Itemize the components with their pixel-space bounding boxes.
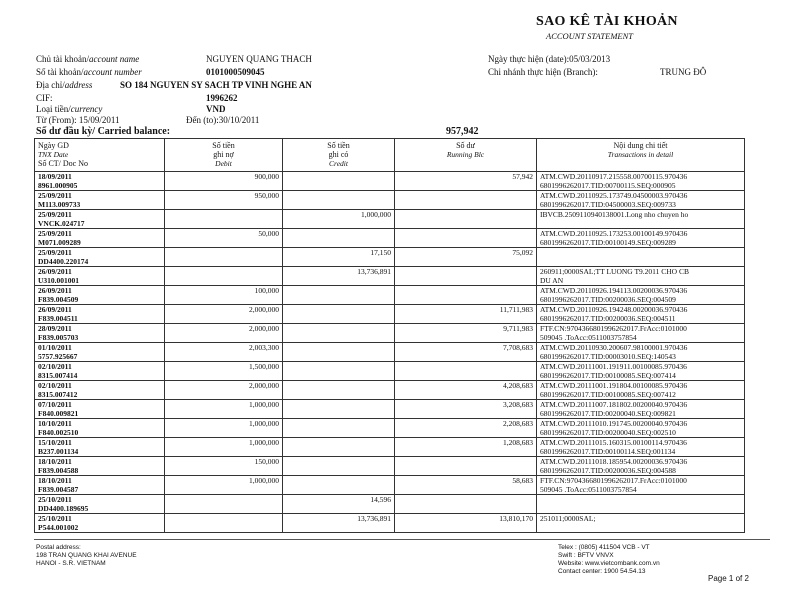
account-number-value: 0101000509045 — [206, 67, 265, 77]
credit-cell — [283, 362, 395, 381]
table-row — [35, 229, 745, 248]
account-number-label: Số tài khoản/account number — [36, 67, 142, 77]
detail-line-1: 251011;0000SAL; — [540, 514, 596, 523]
holder-label: Chủ tài khoản/account name — [36, 54, 140, 64]
detail-line-1: ATM.CWD.20111001.191911.00100085.970436 — [540, 362, 687, 371]
table-header-row — [35, 139, 745, 172]
doc-number: 5757.925667 — [38, 352, 78, 361]
detail-cell — [537, 381, 745, 400]
debit-cell — [165, 514, 283, 533]
debit-cell — [165, 210, 283, 229]
date-doc-cell — [35, 286, 165, 305]
detail-line-2: 6801996262017.TID:00200040.SEQ:009821 — [540, 409, 676, 418]
balance-cell — [395, 229, 537, 248]
branch-label: Chi nhánh thực hiện (Branch): — [488, 67, 598, 77]
holder-value: NGUYEN QUANG THACH — [206, 54, 312, 64]
doc-number: F839.004509 — [38, 295, 79, 304]
date-doc-cell — [35, 267, 165, 286]
detail-line-2: 6801996262017.TID:00200036.SEQ:004509 — [540, 295, 676, 304]
detail-cell — [537, 514, 745, 533]
credit-cell — [283, 305, 395, 324]
date-doc-cell — [35, 191, 165, 210]
detail-line-1: ATM.CWD.20110926.194113.00200036.970436 — [540, 286, 688, 295]
debit-cell: 150,000 — [165, 457, 283, 476]
detail-cell — [537, 495, 745, 514]
balance-cell: 13,810,170 — [395, 514, 537, 533]
detail-line-1: FTF.CN:9704366801996262017.FrAcc:0101000 — [540, 476, 687, 485]
detail-cell — [537, 191, 745, 210]
debit-cell: 2,000,000 — [165, 305, 283, 324]
balance-cell: 11,711,983 — [395, 305, 537, 324]
debit-cell: 1,000,000 — [165, 419, 283, 438]
debit-cell: 1,000,000 — [165, 400, 283, 419]
credit-cell — [283, 191, 395, 210]
date-doc-cell — [35, 248, 165, 267]
date-doc-cell — [35, 305, 165, 324]
table-row — [35, 457, 745, 476]
balance-cell: 4,208,683 — [395, 381, 537, 400]
txn-date: 25/09/2011 — [38, 210, 72, 219]
detail-line-2: 6801996262017.TID:00100149.SEQ:009289 — [540, 238, 676, 247]
doc-number: P544.001002 — [38, 523, 79, 532]
postal-line1: 198 TRAN QUANG KHAI AVENUE — [36, 552, 137, 559]
detail-cell — [537, 305, 745, 324]
table-row — [35, 210, 745, 229]
table-row — [35, 172, 745, 191]
date-doc-cell — [35, 343, 165, 362]
detail-line-2: 6801996262017.TID:00700115.SEQ:000905 — [540, 181, 676, 190]
debit-cell: 1,000,000 — [165, 476, 283, 495]
detail-cell — [537, 362, 745, 381]
balance-cell — [395, 457, 537, 476]
balance-cell — [395, 191, 537, 210]
debit-cell: 950,000 — [165, 191, 283, 210]
debit-cell: 50,000 — [165, 229, 283, 248]
credit-cell — [283, 438, 395, 457]
credit-cell — [283, 400, 395, 419]
debit-cell — [165, 248, 283, 267]
doc-number: VNCK.024717 — [38, 219, 85, 228]
credit-cell: 1,000,000 — [283, 210, 395, 229]
date-doc-cell — [35, 172, 165, 191]
txn-date: 26/09/2011 — [38, 267, 72, 276]
detail-cell — [537, 267, 745, 286]
table-row — [35, 267, 745, 286]
table-row — [35, 362, 745, 381]
balance-cell: 57,942 — [395, 172, 537, 191]
detail-line-2: 6801996262017.TID:04500003.SEQ:009733 — [540, 200, 676, 209]
detail-line-2: 6801996262017.TID:00100085.SEQ:007414 — [540, 371, 676, 380]
balance-cell — [395, 210, 537, 229]
credit-cell: 17,150 — [283, 248, 395, 267]
date-doc-cell — [35, 362, 165, 381]
txn-date: 25/10/2011 — [38, 495, 72, 504]
detail-line-1: ATM.CWD.20111018.185954.00200036.970436 — [540, 457, 688, 466]
credit-cell: 13,736,891 — [283, 267, 395, 286]
doc-number: M113.009733 — [38, 200, 81, 209]
detail-line-1: ATM.CWD.20111007.181802.00200040.970436 — [540, 400, 688, 409]
debit-cell: 1,500,000 — [165, 362, 283, 381]
detail-cell — [537, 286, 745, 305]
doc-number: DD4400.220174 — [38, 257, 89, 266]
doc-number: F839.004588 — [38, 466, 79, 475]
debit-cell: 2,000,000 — [165, 324, 283, 343]
detail-cell — [537, 419, 745, 438]
currency-label: Loại tiền/currency — [36, 104, 103, 114]
doc-number: F839.005703 — [38, 333, 79, 342]
credit-cell — [283, 476, 395, 495]
balance-cell: 9,711,983 — [395, 324, 537, 343]
contact-center: Contact center: 1900 54.54.13 — [558, 568, 646, 575]
txn-date: 02/10/2011 — [38, 362, 72, 371]
table-row — [35, 381, 745, 400]
doc-number: F840.002510 — [38, 428, 79, 437]
detail-cell — [537, 172, 745, 191]
credit-cell — [283, 324, 395, 343]
credit-cell — [283, 286, 395, 305]
detail-line-2: 509045 .ToAcc:0511003757854 — [540, 485, 637, 494]
balance-cell: 7,708,683 — [395, 343, 537, 362]
debit-cell: 2,003,300 — [165, 343, 283, 362]
txn-date: 28/09/2011 — [38, 324, 72, 333]
statement-date: Ngày thực hiện (date):05/03/2013 — [488, 54, 611, 64]
date-doc-cell — [35, 324, 165, 343]
credit-cell — [283, 343, 395, 362]
txn-date: 10/10/2011 — [38, 419, 72, 428]
swift-info: Swift : BFTV VNVX — [558, 552, 614, 559]
footer-divider — [34, 539, 770, 540]
transactions-table — [34, 138, 745, 533]
cif-label: CIF: — [36, 93, 53, 103]
carried-balance-label: Số dư đầu kỳ/ Carried balance: — [36, 126, 171, 137]
balance-cell — [395, 267, 537, 286]
date-doc-cell — [35, 229, 165, 248]
table-row — [35, 248, 745, 267]
from-date: Từ (From): 15/09/2011 — [36, 115, 120, 125]
debit-cell: 900,000 — [165, 172, 283, 191]
detail-cell — [537, 248, 745, 267]
detail-line-1: ATM.CWD.20111015.160315.00100114.970436 — [540, 438, 687, 447]
debit-cell: 100,000 — [165, 286, 283, 305]
detail-line-2: 509045 .ToAcc:0511003757854 — [540, 333, 637, 342]
detail-cell — [537, 438, 745, 457]
doc-number: DD4400.189695 — [38, 504, 89, 513]
debit-cell — [165, 495, 283, 514]
detail-cell — [537, 210, 745, 229]
doc-number: M071.009289 — [38, 238, 81, 247]
credit-cell — [283, 172, 395, 191]
doc-number: 8315.007412 — [38, 390, 78, 399]
balance-column-header: Số dư Running Blc — [395, 139, 537, 172]
carried-balance-value: 957,942 — [446, 126, 479, 137]
table-row — [35, 286, 745, 305]
debit-cell — [165, 267, 283, 286]
table-row — [35, 419, 745, 438]
website-link[interactable]: Website: www.vietcombank.com.vn — [558, 560, 660, 567]
credit-column-header: Số tiền ghi có Credit — [283, 139, 395, 172]
debit-column-header: Số tiền ghi nợ Debit — [165, 139, 283, 172]
txn-date: 18/09/2011 — [38, 172, 72, 181]
to-date: Đến (to):30/10/2011 — [186, 115, 260, 125]
txn-date: 25/09/2011 — [38, 191, 72, 200]
doc-number: B237.001134 — [38, 447, 79, 456]
txn-date: 26/09/2011 — [38, 305, 72, 314]
detail-line-1: ATM.CWD.20111001.191804.00100085.970436 — [540, 381, 688, 390]
detail-column-header: Nội dung chi tiết Transactions in detail — [537, 139, 745, 172]
table-row — [35, 324, 745, 343]
credit-cell — [283, 381, 395, 400]
date-doc-cell — [35, 457, 165, 476]
doc-number: F839.004511 — [38, 314, 78, 323]
detail-line-2: DU AN — [540, 276, 564, 285]
doc-number: 8961.000905 — [38, 181, 78, 190]
postal-line2: HANOI - S.R. VIETNAM — [36, 560, 106, 567]
detail-cell — [537, 457, 745, 476]
detail-line-1: ATM.CWD.20110925.173749.04500003.970436 — [540, 191, 688, 200]
txn-date: 26/09/2011 — [38, 286, 72, 295]
table-row — [35, 343, 745, 362]
txn-date: 25/09/2011 — [38, 229, 72, 238]
txn-date: 25/10/2011 — [38, 514, 72, 523]
balance-cell — [395, 362, 537, 381]
date-doc-cell — [35, 381, 165, 400]
telex-info: Telex : (0805) 411504 VCB - VT — [558, 544, 650, 551]
debit-cell: 1,000,000 — [165, 438, 283, 457]
detail-line-1: IBVCB.2509110940138001.Long nho chuyen ho — [540, 210, 689, 219]
balance-cell: 58,683 — [395, 476, 537, 495]
table-row — [35, 495, 745, 514]
table-row — [35, 305, 745, 324]
doc-number: U310.001001 — [38, 276, 80, 285]
detail-cell — [537, 476, 745, 495]
detail-line-2: 6801996262017.TID:00003010.SEQ:140543 — [540, 352, 676, 361]
detail-line-2: 6801996262017.TID:00200036.SEQ:004511 — [540, 314, 676, 323]
txn-date: 07/10/2011 — [38, 400, 72, 409]
detail-line-1: ATM.CWD.20110926.194248.00200036.970436 — [540, 305, 688, 314]
postal-label: Postal address: — [36, 544, 81, 551]
branch-value: TRUNG ĐÔ — [660, 67, 707, 77]
detail-line-1: ATM.CWD.20110917.215558.00700115.970436 — [540, 172, 688, 181]
detail-cell — [537, 343, 745, 362]
doc-number: F839.004587 — [38, 485, 79, 494]
date-doc-cell — [35, 419, 165, 438]
detail-line-1: ATM.CWD.20111010.191745.00200040.970436 — [540, 419, 688, 428]
table-row — [35, 438, 745, 457]
balance-cell: 1,208,683 — [395, 438, 537, 457]
address-value: SO 184 NGUYEN SY SACH TP VINH NGHE AN — [120, 80, 312, 90]
detail-line-2: 6801996262017.TID:00100085.SEQ:007412 — [540, 390, 676, 399]
txn-date: 18/10/2011 — [38, 457, 72, 466]
credit-cell — [283, 457, 395, 476]
credit-cell — [283, 229, 395, 248]
txn-date: 01/10/2011 — [38, 343, 72, 352]
detail-line-2: 6801996262017.TID:00200040.SEQ:002510 — [540, 428, 676, 437]
date-doc-cell — [35, 495, 165, 514]
statement-title: SAO KÊ TÀI KHOẢN — [536, 14, 678, 29]
txn-date: 25/09/2011 — [38, 248, 72, 257]
currency-value: VND — [206, 104, 226, 114]
balance-cell — [395, 495, 537, 514]
detail-line-2: 6801996262017.TID:00100114.SEQ:001134 — [540, 447, 676, 456]
statement-subtitle: ACCOUNT STATEMENT — [546, 31, 633, 41]
date-doc-cell — [35, 400, 165, 419]
credit-cell: 14,596 — [283, 495, 395, 514]
detail-line-1: FTF.CN:9704366801996262017.FrAcc:0101000 — [540, 324, 687, 333]
table-row — [35, 476, 745, 495]
credit-cell: 13,736,891 — [283, 514, 395, 533]
date-doc-cell — [35, 514, 165, 533]
table-row — [35, 191, 745, 210]
detail-line-1: ATM.CWD.20110925.173253.00100149.970436 — [540, 229, 688, 238]
address-label: Địa chỉ/address — [36, 80, 93, 90]
detail-line-1: ATM.CWD.20110930.200607.98100001.970436 — [540, 343, 688, 352]
page-indicator: Page 1 of 2 — [708, 574, 749, 583]
date-column-header: Ngày GD TNX Date Số CT/ Doc No — [35, 139, 165, 172]
debit-cell: 2,000,000 — [165, 381, 283, 400]
date-doc-cell — [35, 438, 165, 457]
detail-cell — [537, 229, 745, 248]
doc-number: F840.009821 — [38, 409, 79, 418]
detail-line-1: 260911;0000SAL;TT LUONG T9.2011 CHO CB — [540, 267, 689, 276]
balance-cell: 2,208,683 — [395, 419, 537, 438]
credit-cell — [283, 419, 395, 438]
balance-cell — [395, 286, 537, 305]
txn-date: 15/10/2011 — [38, 438, 72, 447]
balance-cell: 75,092 — [395, 248, 537, 267]
cif-value: 1996262 — [206, 93, 238, 103]
txn-date: 18/10/2011 — [38, 476, 72, 485]
detail-cell — [537, 400, 745, 419]
table-row — [35, 400, 745, 419]
detail-cell — [537, 324, 745, 343]
detail-line-2: 6801996262017.TID:00200036.SEQ:004588 — [540, 466, 676, 475]
txn-date: 02/10/2011 — [38, 381, 72, 390]
date-doc-cell — [35, 476, 165, 495]
table-row — [35, 514, 745, 533]
balance-cell: 3,208,683 — [395, 400, 537, 419]
doc-number: 8315.007414 — [38, 371, 78, 380]
date-doc-cell — [35, 210, 165, 229]
